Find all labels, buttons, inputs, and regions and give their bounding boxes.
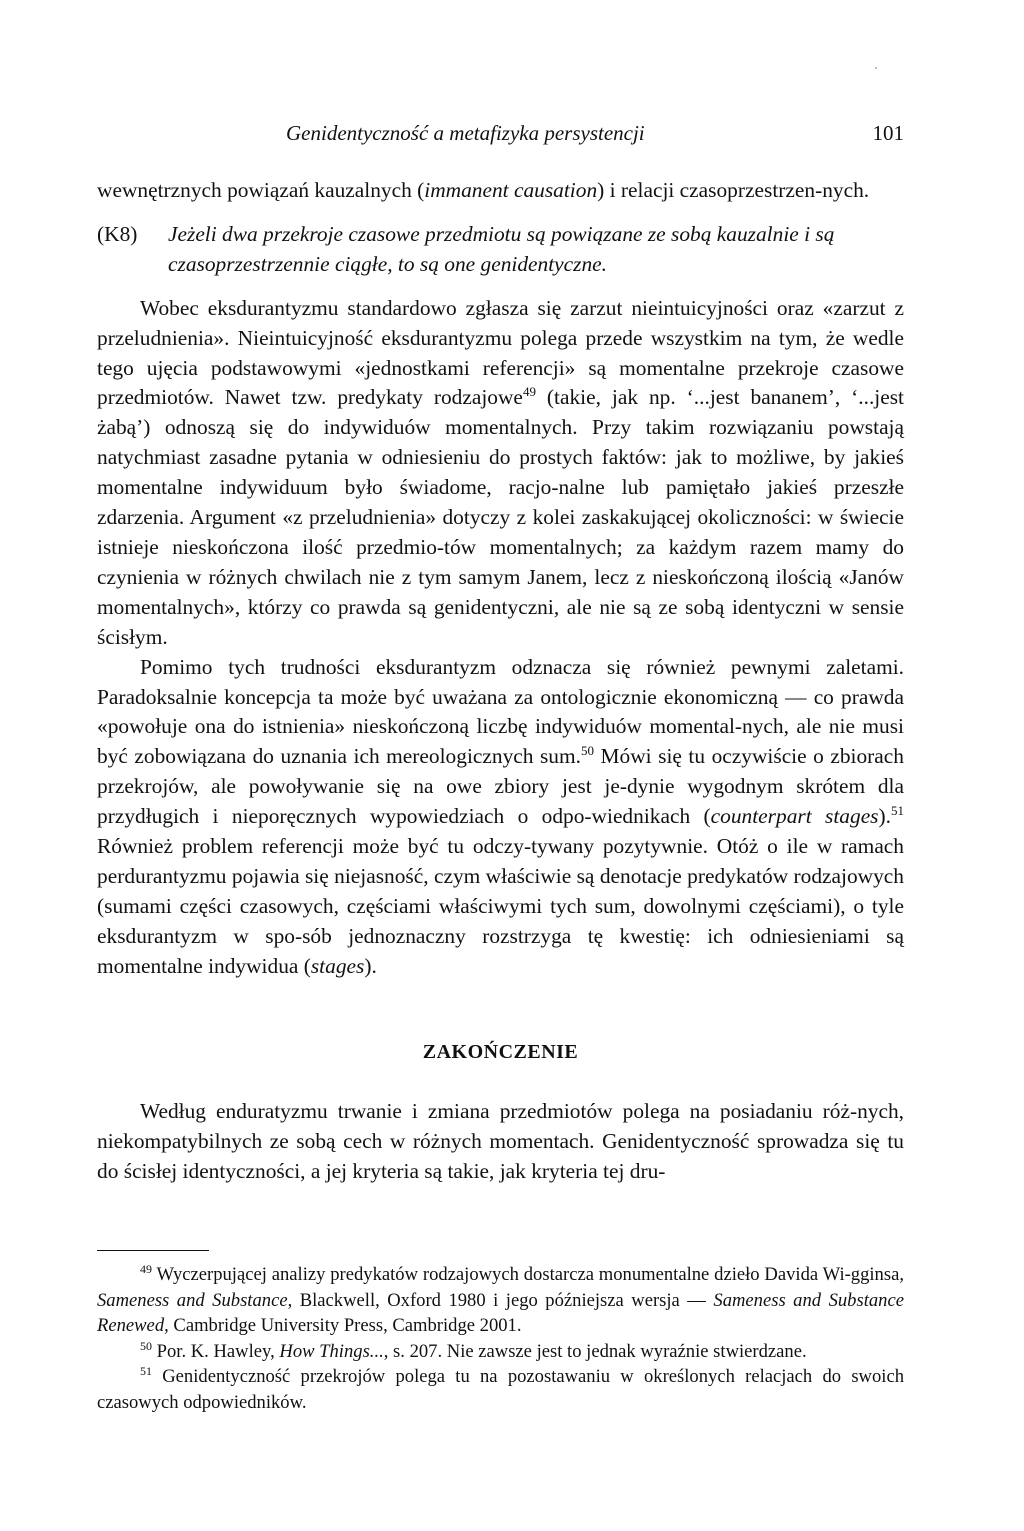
italic-title: Sameness and Substance Renewed [97,1289,904,1337]
footnote-ref-50[interactable]: 50 [581,743,594,759]
footnote-divider [97,1250,209,1251]
running-title: Genidentyczność a metafizyka persystencji [286,121,645,145]
text-run: ) i relacji czasoprzestrzen-nych. [597,178,870,202]
italic-title: How Things... [279,1340,384,1362]
paragraph-advantages [97,653,904,982]
paragraph-continuation [97,176,904,206]
definition-label: (K8) [97,221,138,246]
footnote-number: 51 [140,1364,152,1379]
footnote-49 [97,1262,904,1339]
italic-term: immanent causation [424,178,598,202]
scan-speck [875,67,877,69]
italic-term: stages [310,953,365,978]
text-run: Por. K. Hawley, [152,1340,280,1362]
footnote-ref-51[interactable]: 51 [891,803,904,818]
footnote-number: 49 [140,1261,152,1276]
body-text [97,176,904,1187]
footnotes [97,1262,904,1416]
italic-term: counterpart stages [710,804,879,829]
text-run: ). [878,804,891,829]
text-run: wewnętrznych powiązań kauzalnych ( [97,178,425,202]
footnote-51 [97,1364,904,1415]
paragraph-conclusion: Według enduratyzmu trwanie i zmiana przedmiotów polega na posiadaniu róż-nych, niekompatybilnych ze sobą cech w różnych momentach. Genidentyczność sprowadza się tu do ścisłej identyczności, a jej kryteria są takie, jak kryteria tej dru- [97,1099,904,1184]
running-head [286,118,904,148]
text-run: , s. 207. Nie zawsze jest to jednak wyraźnie stwierdzane. [383,1340,807,1362]
section-heading: ZAKOŃCZENIE [422,1040,579,1063]
text-run: , Cambridge University Press, Cambridge 2001. [164,1315,522,1337]
text-run: Pomimo tych trudności eksdurantyzm odznacza się również pewnymi zaletami. Paradoksalnie koncepcja ta może być uważana za ontologicznie ekonomiczną — co prawda «powołuje ona do istnienia» nieskończoną liczbę indywiduów momental-nych, ale nie musi być zobowiązana do uznania ich mereologicznych sum. [97,654,904,769]
footnote-number: 50 [140,1338,152,1353]
definition-text: Jeżeli dwa przekroje czasowe przedmiotu są powiązane ze sobą kauzalnie i są czasoprzestrzennie ciągłe, to są one genidentyczne. [168,221,835,276]
text-run: , Blackwell, Oxford 1980 i jego późniejsza wersja — [287,1289,714,1311]
italic-title: Sameness and Substance [97,1289,288,1311]
text-run: (takie, jak np. ‘...jest bananem’, ‘...jest żabą’) odnoszą się do indywiduów momentalnych. Przy takim rozwiązaniu powstają natychmiast zasadne pytania w odniesieniu do prostych faktów: jak to możliwe, by jakieś momentalne indywiduum było świadome, racjo-nalne lub pamiętało jakieś przeszłe zdarzenia. Argument «z przeludnienia» dotyczy z kolei zaskakującej okoliczności: w świecie istnieje nieskończona ilość przedmio-tów momentalnych; za każdym razem mamy do czynienia w różnych chwilach nie z tym samym Janem, lecz z nieskończoną ilością «Janów momentalnych», którzy co prawda są genidentyczni, ale nie są ze sobą identyczni w sensie ścisłym. [97,385,905,649]
text-run: Wyczerpującej analizy predykatów rodzajowych dostarcza monumentalne dzieło Davida Wi-gginsa, [152,1264,904,1285]
paragraph-objections [97,294,904,653]
page-number: 101 [872,121,904,145]
footnote-ref-49[interactable]: 49 [522,384,536,400]
text-run: Również problem referencji może być tu odczy-tywany pozytywnie. Otóż o ile w ramach perdurantyzmu pojawia się niejasność, czym właściwie są denotacje predykatów rodzajowych (sumami części czasowych, częściami właściwymi tych sum, dowolnymi częściami), o tyle eksdurantyzm w spo-sób jednoznaczny rozstrzyga tę kwestię: ich odniesieniami są momentalne indywidua ( [97,834,904,978]
text-run: Genidentyczność przekrojów polega tu na pozostawaniu w określonych relacjach do swoich czasowych odpowiedników. [97,1366,904,1413]
definition-k8 [97,220,904,280]
text-run: ). [364,953,377,978]
footnote-50 [97,1339,904,1365]
text-run: Mówi się tu oczywiście o zbiorach przekrojów, ale powoływanie się na owe zbiory jest je-dynie wygodnym skrótem dla przydługich i nieporęcznych wypowiedziach o odpo-wiednikach ( [97,744,904,829]
text-run: Wobec eksdurantyzmu standardowo zgłasza się zarzut nieintuicyjności oraz «zarzut z przeludnienia». Nieintuicyjność eksdurantyzmu polega przede wszystkim na tym, że wedle tego ujęcia podstawowymi «jednostkami referencji» są momentalne przekroje czasowe przedmiotów. Nawet tzw. predykaty rodzajowe [97,295,904,410]
